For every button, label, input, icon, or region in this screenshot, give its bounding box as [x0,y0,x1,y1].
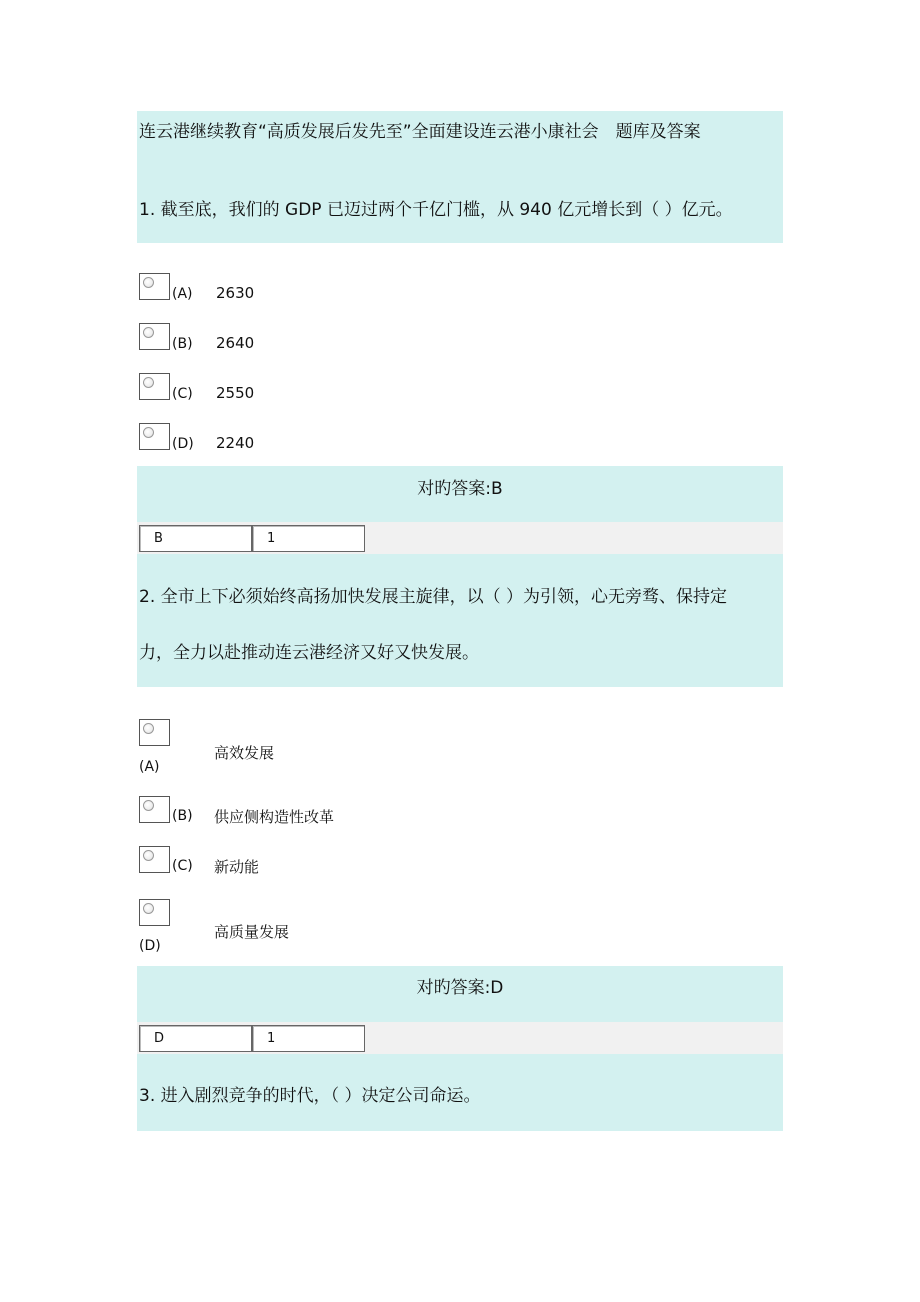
option-d-radio[interactable] [139,423,170,450]
radio-icon [143,277,154,288]
option-c-text: 2550 [216,384,255,402]
question-2-text: 2. 全市上下必须始终高扬加快发展主旋律，以（ ）为引领，心无旁骛、保持定 [139,587,728,607]
option-a-text: 高效发展 [214,744,275,762]
correct-answer: 对旳答案:B [417,479,503,499]
option-c-radio[interactable] [139,373,170,400]
option-a-radio[interactable] [139,273,170,300]
radio-icon [143,850,154,861]
option-c-label: (C) [172,858,193,874]
radio-icon [143,800,154,811]
option-d-radio[interactable] [139,899,170,926]
question-3-text: 3. 进入剧烈竞争的时代，（ ）决定公司命运。 [139,1086,481,1106]
option-b-label: (B) [172,808,193,824]
question-2-band [137,554,783,687]
answer-field[interactable]: D [139,1025,252,1052]
option-a-label: (A) [172,286,193,302]
option-c-text: 新动能 [214,858,260,876]
answer-band [137,466,783,522]
option-b-text: 2640 [216,334,255,352]
option-d-label: (D) [139,938,161,954]
question-2-text-cont: 力，全力以赴推动连云港经济又好又快发展。 [139,643,479,663]
option-c-radio[interactable] [139,846,170,873]
option-b-radio[interactable] [139,796,170,823]
radio-icon [143,377,154,388]
option-a-text: 2630 [216,284,255,302]
radio-icon [143,903,154,914]
option-d-text: 高质量发展 [214,923,290,941]
radio-icon [143,723,154,734]
option-c-label: (C) [172,386,193,402]
radio-icon [143,327,154,338]
option-a-label: (A) [139,759,160,775]
answer-field[interactable]: B [139,525,252,552]
option-b-text: 供应侧构造性改革 [214,808,335,826]
option-b-label: (B) [172,336,193,352]
score-field[interactable]: 1 [252,1025,365,1052]
correct-answer: 对旳答案:D [416,978,504,998]
question-1-text: 1. 截至底，我们的 GDP 已迈过两个千亿门槛，从 940 亿元增长到（ ）亿元。 [139,200,733,220]
page-title: 连云港继续教育“高质发展后发先至”全面建设连云港小康社会 题库及答案 [139,122,701,142]
option-d-label: (D) [172,436,194,452]
answer-band [137,966,783,1022]
score-field[interactable]: 1 [252,525,365,552]
option-a-radio[interactable] [139,719,170,746]
radio-icon [143,427,154,438]
option-d-text: 2240 [216,434,255,452]
option-b-radio[interactable] [139,323,170,350]
